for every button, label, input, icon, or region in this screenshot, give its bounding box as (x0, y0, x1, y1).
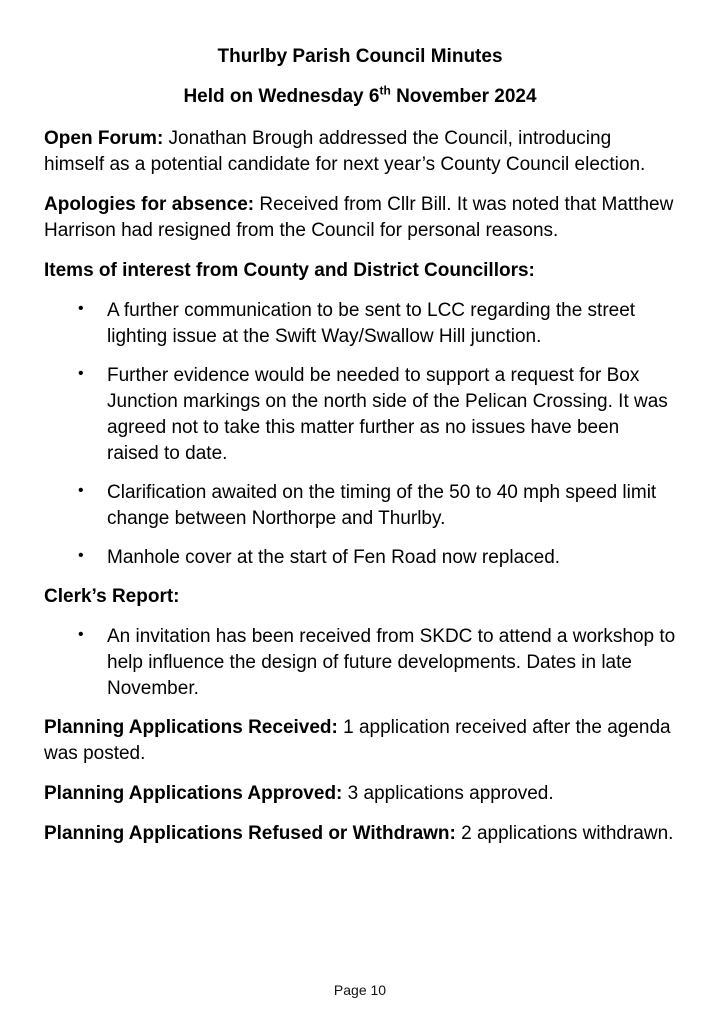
list-item (44, 363, 676, 467)
planning-approved-paragraph (44, 781, 676, 807)
bullet-icon: • (78, 482, 84, 499)
apologies-label: Apologies for absence: (44, 194, 255, 215)
planning-received-text: 1 application received after the agenda was posted. (44, 717, 671, 764)
list-item-text: Manhole cover at the start of Fen Road now replaced. (107, 547, 561, 568)
items-of-interest-heading: Items of interest from County and District Councillors: (44, 260, 535, 281)
date-suffix: November 2024 (390, 86, 537, 107)
list-item-text: An invitation has been received from SKDC to attend a workshop to help influence the design of future developments. Dates in late November. (107, 626, 676, 699)
clerks-report-heading: Clerk’s Report: (44, 586, 180, 607)
page-number: Page 10 (333, 982, 387, 998)
apologies-text: Received from Cllr Bill. It was noted that Matthew Harrison had resigned from the Council for personal reasons. (44, 194, 674, 241)
bullet-icon: • (78, 547, 84, 564)
planning-approved-label: Planning Applications Approved: (44, 783, 343, 804)
planning-refused-paragraph (44, 821, 676, 847)
open-forum-label: Open Forum: (44, 128, 164, 149)
document-date-line (44, 84, 676, 110)
planning-received-label: Planning Applications Received: (44, 717, 338, 738)
planning-approved-text: 3 applications approved. (342, 783, 554, 804)
open-forum-text: Jonathan Brough addressed the Council, introducing himself as a potential candidate for next year’s County Council election. (44, 128, 646, 175)
document-title: Thurlby Parish Council Minutes (217, 46, 503, 67)
planning-refused-text: 2 applications withdrawn. (455, 823, 674, 844)
bullet-icon: • (78, 300, 84, 317)
list-item-text: A further communication to be sent to LCC regarding the street lighting issue at the Swift Way/Swallow Hill junction. (107, 300, 636, 347)
open-forum-paragraph (44, 126, 676, 178)
bullet-icon: • (78, 365, 84, 382)
date-prefix: Held on Wednesday 6 (183, 86, 380, 107)
apologies-paragraph (44, 192, 676, 244)
clerks-report-list (44, 624, 676, 702)
planning-refused-label: Planning Applications Refused or Withdrawn: (44, 823, 456, 844)
list-item-text: Clarification awaited on the timing of the 50 to 40 mph speed limit change between Northorpe and Thurlby. (107, 482, 657, 529)
list-item (44, 624, 676, 702)
list-item (44, 298, 676, 350)
bullet-icon: • (78, 626, 84, 643)
list-item-text: Further evidence would be needed to support a request for Box Junction markings on the north side of the Pelican Crossing. It was agreed not to take this matter further as no issues have been raised to date. (107, 365, 668, 464)
list-item (44, 545, 676, 571)
list-item (44, 480, 676, 532)
date-ordinal-superscript: th (379, 83, 391, 98)
planning-received-paragraph (44, 715, 676, 767)
items-of-interest-list (44, 298, 676, 571)
